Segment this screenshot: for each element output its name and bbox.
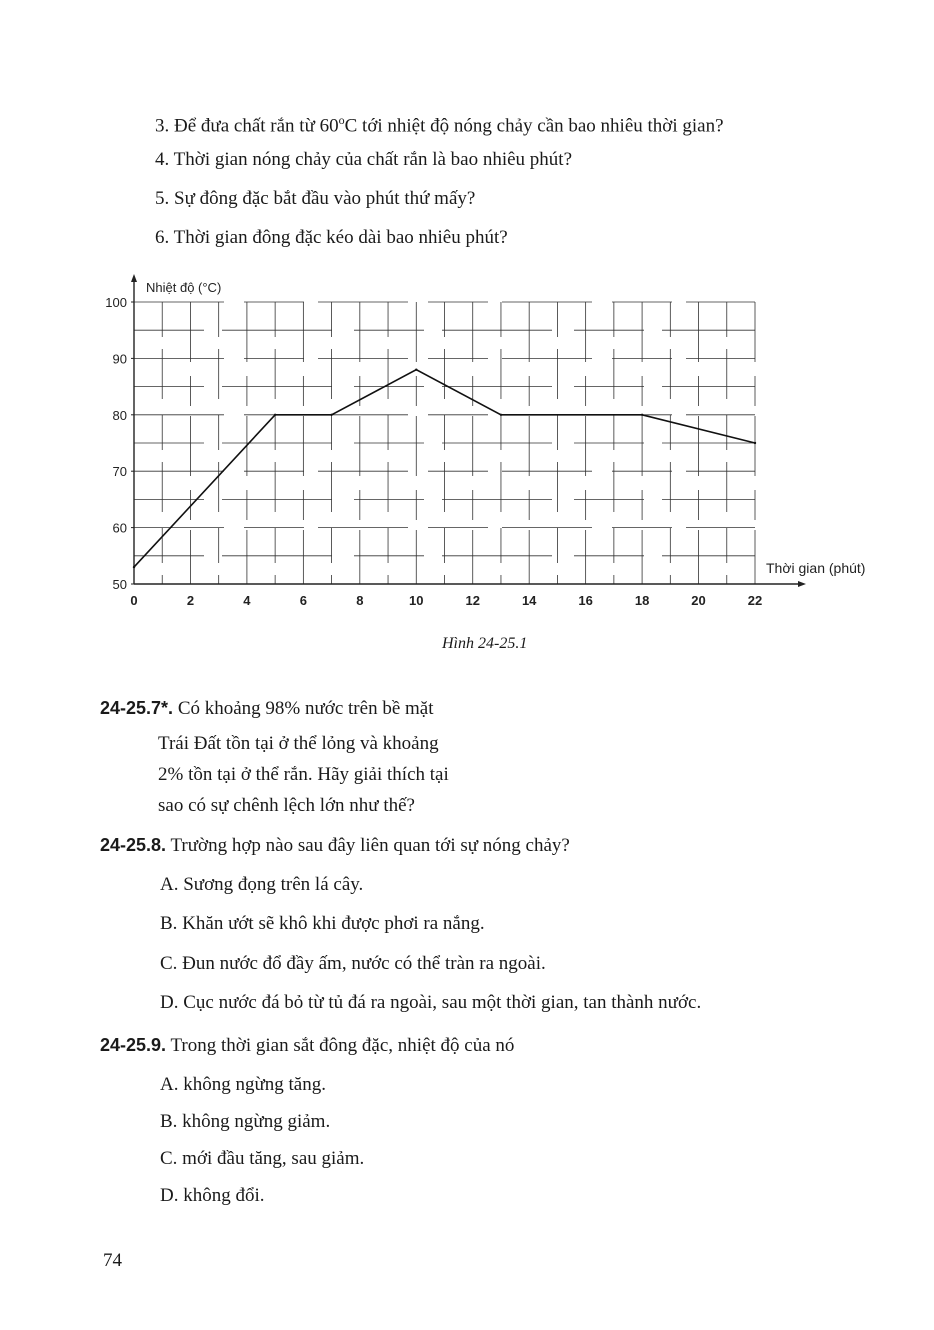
data-point bbox=[500, 414, 502, 416]
problem-7-line-1: Có khoảng 98% nước trên bề mặt bbox=[177, 698, 434, 719]
question-text: Thời gian đông đặc kéo dài bao nhiêu phút? bbox=[173, 227, 508, 248]
problem-8-option-c: C. Đun nước đổ đầy ấm, nước có thể tràn ra ngoài. bbox=[160, 953, 546, 974]
data-point bbox=[641, 414, 643, 416]
problem-9-heading bbox=[100, 1033, 514, 1058]
problem-8-option-d: D. Cục nước đá bỏ từ tủ đá ra ngoài, sau một thời gian, tan thành nước. bbox=[160, 992, 702, 1013]
problem-7-body bbox=[158, 728, 558, 821]
x-tick-label: 18 bbox=[634, 593, 650, 608]
problem-8-option-a: A. Sương đọng trên lá cây. bbox=[160, 874, 364, 895]
problem-8-heading bbox=[100, 833, 570, 858]
y-tick-label: 90 bbox=[112, 351, 127, 367]
x-tick-label: 8 bbox=[356, 593, 364, 608]
chart-svg bbox=[90, 268, 910, 613]
data-point bbox=[274, 414, 276, 416]
problem-9-option-c: C. mới đầu tăng, sau giảm. bbox=[160, 1148, 365, 1169]
problem-7-line-4: sao có sự chênh lệch lớn như thế? bbox=[158, 795, 415, 816]
problem-9-option-a: A. không ngừng tăng. bbox=[160, 1074, 326, 1095]
problem-8-text: Trường hợp nào sau đây liên quan tới sự nóng chảy? bbox=[170, 835, 570, 856]
question-text-post: C tới nhiệt độ nóng chảy cần bao nhiêu thời gian? bbox=[344, 115, 724, 137]
x-tick-label: 22 bbox=[747, 593, 763, 608]
y-tick-label: 50 bbox=[112, 577, 127, 592]
page-number: 74 bbox=[103, 1250, 122, 1271]
question-number: 6. bbox=[155, 227, 170, 248]
tick-layer bbox=[105, 295, 762, 608]
x-tick-label: 2 bbox=[186, 593, 195, 608]
question-number: 5. bbox=[155, 188, 170, 209]
x-tick-label: 4 bbox=[243, 593, 251, 608]
x-tick-label: 16 bbox=[578, 593, 593, 608]
question-number: 3. bbox=[155, 115, 170, 137]
problem-7-line-2: Trái Đất tồn tại ở thể lỏng và khoảng bbox=[158, 733, 439, 754]
x-tick-label: 6 bbox=[299, 593, 307, 608]
question-number: 4. bbox=[155, 149, 170, 170]
question-text: Sự đông đặc bắt đầu vào phút thứ mấy? bbox=[174, 188, 476, 209]
x-tick-label: 0 bbox=[130, 593, 138, 608]
data-point bbox=[133, 566, 135, 568]
question-text-pre: Để đưa chất rắn từ 60 bbox=[174, 115, 339, 137]
y-tick-label: 60 bbox=[112, 520, 127, 536]
problem-9-text: Trong thời gian sắt đông đặc, nhiệt độ của nó bbox=[170, 1035, 515, 1056]
degree-superscript: o bbox=[338, 113, 345, 127]
data-point bbox=[415, 368, 417, 370]
x-tick-label: 12 bbox=[465, 593, 480, 608]
data-point bbox=[330, 414, 332, 416]
problem-8-option-b: B. Khăn ướt sẽ khô khi được phơi ra nắng. bbox=[160, 913, 485, 934]
question-text: Thời gian nóng chảy của chất rắn là bao nhiêu phút? bbox=[173, 149, 573, 170]
x-axis-label: Thời gian (phút) bbox=[766, 560, 866, 576]
grid-layer bbox=[134, 302, 755, 584]
y-tick-label: 100 bbox=[105, 295, 127, 310]
problem-7-line-3: 2% tồn tại ở thể rắn. Hãy giải thích tại bbox=[158, 764, 449, 785]
question-3 bbox=[155, 108, 724, 138]
problem-number: 24-25.8. bbox=[100, 835, 167, 855]
problem-9-option-d: D. không đổi. bbox=[160, 1185, 265, 1206]
problem-number: 24-25.9. bbox=[100, 1035, 167, 1055]
y-tick-label: 70 bbox=[112, 464, 127, 480]
y-tick-label: 80 bbox=[112, 407, 127, 423]
x-tick-label: 14 bbox=[521, 593, 537, 608]
temperature-chart bbox=[90, 268, 910, 613]
y-axis-arrow bbox=[131, 274, 137, 282]
x-tick-label: 20 bbox=[691, 593, 706, 608]
y-axis-label: Nhiệt độ (°C) bbox=[146, 280, 222, 295]
x-axis-arrow bbox=[798, 581, 806, 587]
figure-caption: Hình 24-25.1 bbox=[442, 635, 528, 652]
problem-number: 24-25.7*. bbox=[100, 698, 174, 718]
problem-9-option-b: B. không ngừng giảm. bbox=[160, 1111, 331, 1132]
question-5 bbox=[155, 187, 475, 211]
question-4 bbox=[155, 148, 572, 172]
problem-7-heading bbox=[100, 696, 434, 721]
x-tick-label: 10 bbox=[409, 593, 424, 608]
question-6 bbox=[155, 226, 508, 250]
data-point bbox=[754, 442, 756, 444]
